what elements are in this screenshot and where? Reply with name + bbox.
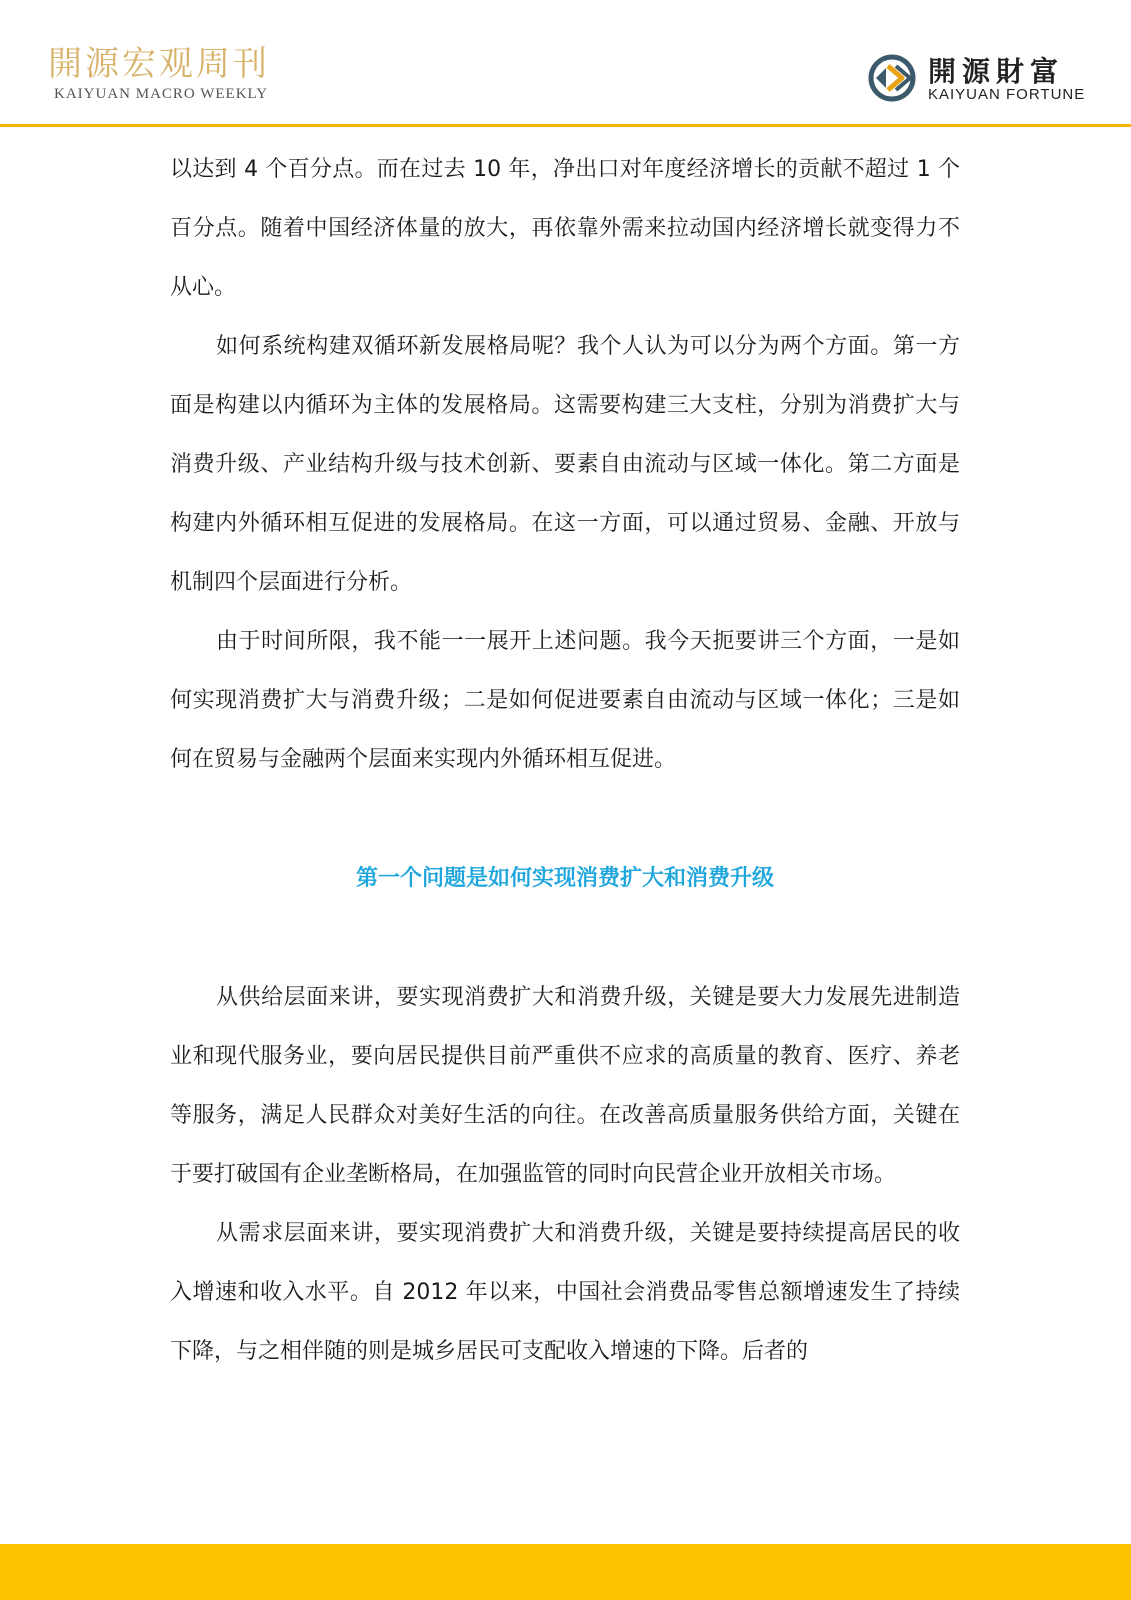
page-header: [0, 0, 1131, 128]
logo-english-name: KAIYUAN FORTUNE: [928, 86, 1086, 103]
paragraph: 从供给层面来讲，要实现消费扩大和消费升级，关键是要大力发展先进制造业和现代服务业，要向居民提供目前严重供不应求的高质量的教育、医疗、养老等服务，满足人民群众对美好生活的向往。在改善高质量服务供给方面，关键在于要打破国有企业垄断格局，在加强监管的同时向民营企业开放相关市场。: [170, 985, 960, 1187]
paragraph: 从需求层面来讲，要实现消费扩大和消费升级，关键是要持续提高居民的收入增速和收入水平。自 2012 年以来，中国社会消费品零售总额增速发生了持续下降，与之相伴随的则是城乡居民可支配收入增速的下降。后者的: [170, 1221, 960, 1364]
article-body: [170, 140, 960, 1381]
publication-subtitle: KAIYUAN MACRO WEEKLY: [54, 86, 269, 102]
kaiyuan-logo-icon: [866, 52, 918, 104]
paragraph: 如何系统构建双循环新发展格局呢？我个人认为可以分为两个方面。第一方面是构建以内循环为主体的发展格局。这需要构建三大支柱，分别为消费扩大与消费升级、产业结构升级与技术创新、要素自由流动与区域一体化。第二方面是构建内外循环相互促进的发展格局。在这一方面，可以通过贸易、金融、开放与机制四个层面进行分析。: [170, 334, 960, 595]
section-heading: 第一个问题是如何实现消费扩大和消费升级: [355, 866, 774, 891]
publication-title: 開源宏观周刊: [48, 44, 270, 84]
header-divider: [0, 124, 1131, 127]
footer-band: [0, 1544, 1131, 1600]
paragraph: 以达到 4 个百分点。而在过去 10 年，净出口对年度经济增长的贡献不超过 1 个百分点。随着中国经济体量的放大，再依靠外需来拉动国内经济增长就变得力不从心。: [170, 157, 960, 300]
paragraph: 由于时间所限，我不能一一展开上述问题。我今天扼要讲三个方面，一是如何实现消费扩大与消费升级；二是如何促进要素自由流动与区域一体化；三是如何在贸易与金融两个层面来实现内外循环相互促进。: [170, 629, 960, 772]
kaiyuan-fortune-logo: [866, 48, 1106, 108]
logo-chinese-name: 開源財富: [928, 55, 1065, 88]
